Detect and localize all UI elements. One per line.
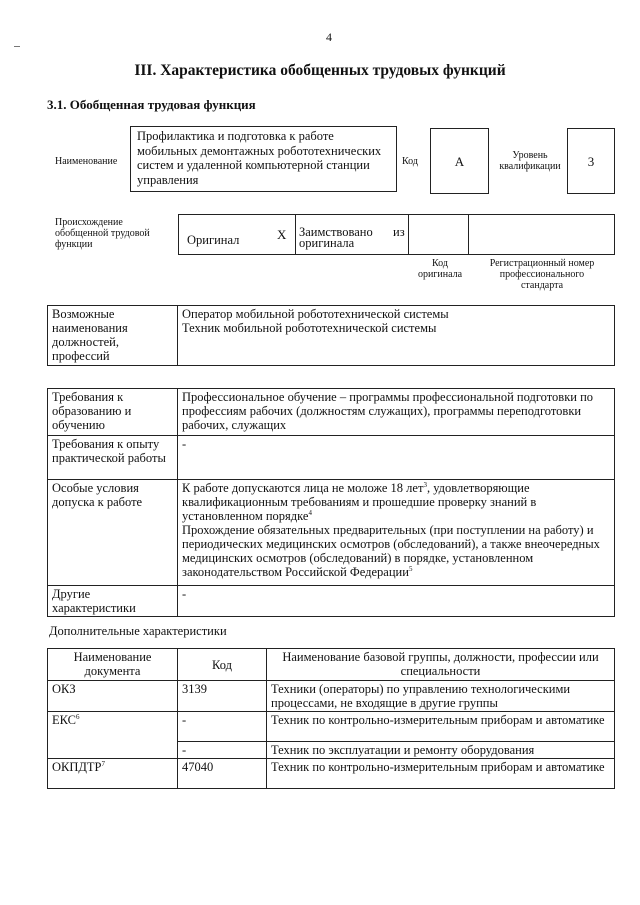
name-box (130, 126, 397, 192)
level-label: Уровень квалификации (499, 150, 561, 172)
footnote-ref: 3 (423, 480, 427, 489)
row-name: Техник по эксплуатации и ремонту оборудования (267, 742, 615, 759)
additional-title: Дополнительные характеристики (49, 624, 227, 638)
code-original-caption: Код оригинала (417, 258, 463, 280)
req-education-value: Профессиональное обучение – программы профессиональной подготовки по профессиям рабочих (должностям служащих), программы переподготовки рабочих, служащих (178, 389, 615, 436)
req-special-label: Особые условия допуска к работе (48, 480, 178, 586)
position-item: Техник мобильной робототехнической системы (182, 321, 437, 335)
row-name: Техники (операторы) по управлению технологическими процессами, не входящие в другие группы (267, 681, 615, 712)
req-experience-value: - (178, 436, 615, 480)
positions-values (178, 306, 615, 366)
header-name: Наименование базовой группы, должности, профессии или специальности (267, 649, 615, 681)
positions-label: Возможные наименования должностей, профессий (48, 306, 178, 366)
req-other-value: - (178, 586, 615, 617)
scan-mark (14, 46, 20, 51)
footnote-ref: 5 (408, 564, 413, 573)
code-value: А (454, 154, 465, 169)
row-code: 47040 (178, 759, 267, 789)
original-mark: X (277, 227, 287, 242)
level-box (567, 128, 615, 194)
row-code: - (178, 742, 267, 759)
row-code: - (178, 712, 267, 742)
row-doc: ОКЗ (48, 681, 178, 712)
code-box (430, 128, 489, 194)
req-experience-label: Требования к опыту практической работы (48, 436, 178, 480)
positions-table (47, 305, 615, 366)
additional-table (47, 648, 615, 789)
req-special-text2: , удовлетворяющие квалификационным требованиям и прошедшие проверку знаний в установленном порядке (182, 481, 537, 523)
page-number: 4 (326, 30, 332, 44)
level-value: 3 (587, 154, 595, 169)
header-doc: Наименование документа (48, 649, 178, 681)
borrowed-label: Заимствовано (299, 225, 373, 239)
req-other-label: Другие характеристики (48, 586, 178, 617)
requirements-table (47, 388, 615, 617)
borrowed-label2: оригинала (299, 236, 355, 250)
code-label: Код (402, 156, 418, 167)
req-special-value (178, 480, 615, 586)
req-education-label: Требования к образованию и обучению (48, 389, 178, 436)
row-doc: ОКПДТР$^7$ (48, 759, 178, 789)
req-special-text3: Прохождение обязательных предварительных (при поступлении на работу) и периодических медицинских осмотров (обследований), а также внеочередных медицинских осмотров (обследований) в порядке, установленном законодательством Российской Федерации (182, 523, 600, 579)
row-doc: ЕКС$^6$ (48, 712, 178, 759)
name-label: Наименование (55, 156, 118, 167)
position-item: Оператор мобильной робототехнической системы (182, 307, 449, 321)
footnote-ref: 4 (308, 508, 312, 517)
req-special-text1: К работе допускаются лица не моложе 18 лет (182, 481, 424, 495)
name-value: Профилактика и подготовка к работе мобильных демонтажных робототехнических систем и удаленной компьютерной станции управления (137, 129, 382, 187)
section-title: III. Характеристика обобщенных трудовых функций (134, 62, 506, 79)
origin-label: Происхождение обобщенной трудовой функции (55, 217, 150, 250)
original-label: Оригинал (187, 233, 240, 247)
row-code: 3139 (178, 681, 267, 712)
row-name: Техник по контрольно-измерительным приборам и автоматике (267, 712, 615, 742)
origin-box (178, 214, 615, 255)
subsection-title: 3.1. Обобщенная трудовая функция (47, 97, 256, 112)
reg-number-caption: Регистрационный номер профессионального стандарта (489, 258, 595, 291)
borrowed-from: из (393, 225, 405, 239)
header-code: Код (178, 649, 267, 681)
row-name: Техник по контрольно-измерительным приборам и автоматике (267, 759, 615, 789)
